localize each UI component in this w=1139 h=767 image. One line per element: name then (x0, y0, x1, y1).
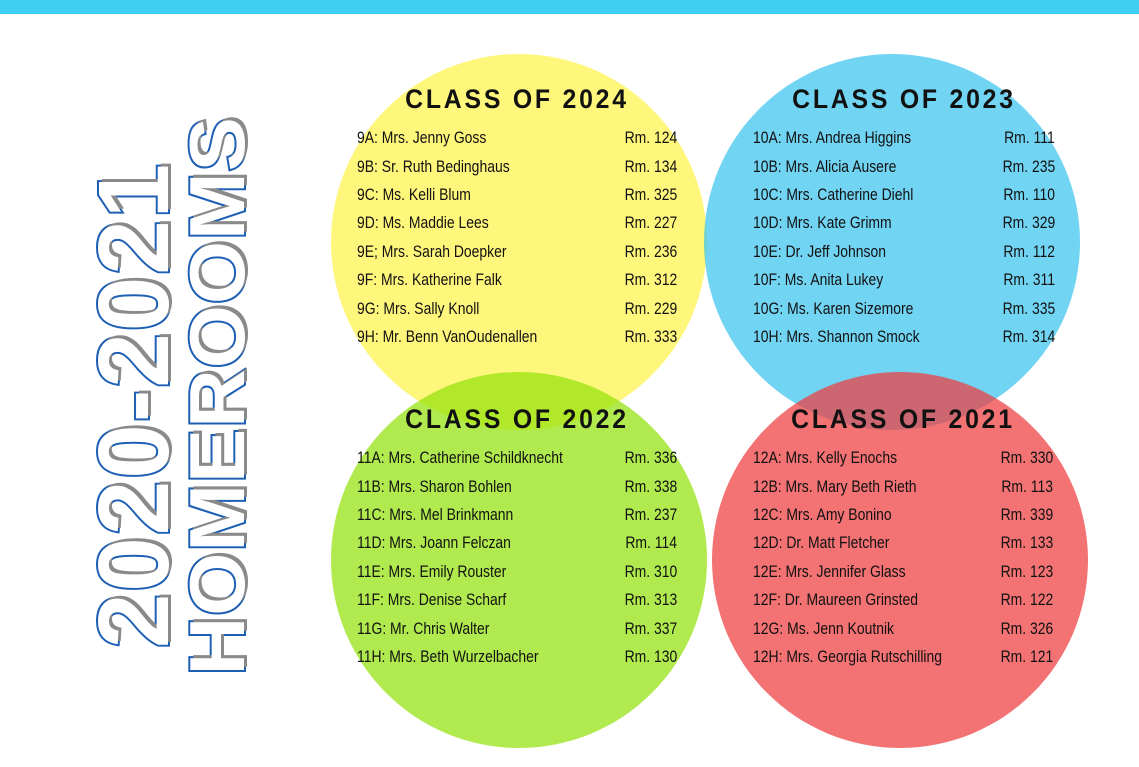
homeroom-room-number: Rm. 326 (1000, 618, 1053, 638)
title-homerooms: HOMEROOMS (173, 116, 261, 676)
homeroom-room-number: Rm. 235 (1002, 156, 1055, 176)
homeroom-room-number: Rm. 123 (1000, 561, 1053, 581)
homeroom-row (357, 614, 677, 642)
homeroom-room-number: Rm. 134 (624, 156, 677, 176)
homeroom-row (357, 323, 677, 351)
homeroom-teacher: 12B: Mrs. Mary Beth Rieth (753, 476, 917, 496)
homeroom-room-number: Rm. 325 (624, 184, 677, 204)
homeroom-row (753, 472, 1053, 500)
homeroom-room-number: Rm. 335 (1002, 298, 1055, 318)
homeroom-row (357, 152, 677, 180)
homeroom-row (357, 209, 677, 237)
homeroom-teacher: 11E: Mrs. Emily Rouster (357, 561, 507, 581)
homeroom-teacher: 12D: Dr. Matt Fletcher (753, 533, 890, 553)
homeroom-teacher: 11D: Mrs. Joann Felczan (357, 533, 511, 553)
homeroom-room-number: Rm. 336 (624, 448, 677, 468)
class-2021-section (753, 404, 1053, 671)
homeroom-room-number: Rm. 113 (1001, 476, 1053, 496)
homeroom-room-number: Rm. 337 (624, 618, 677, 638)
class-2022-section (357, 404, 677, 671)
homeroom-teacher: 12H: Mrs. Georgia Rutschilling (753, 646, 943, 666)
homeroom-teacher: 9D: Ms. Maddie Lees (357, 213, 489, 233)
homeroom-row (753, 529, 1053, 557)
homeroom-teacher: 9A: Mrs. Jenny Goss (357, 128, 487, 148)
homeroom-row (753, 501, 1053, 529)
homeroom-room-number: Rm. 112 (1003, 241, 1055, 261)
homeroom-row (753, 266, 1055, 294)
homeroom-teacher: 9G: Mrs. Sally Knoll (357, 298, 480, 318)
homeroom-room-number: Rm. 114 (625, 533, 677, 553)
homeroom-row (357, 472, 677, 500)
homeroom-row (753, 152, 1055, 180)
homeroom-row (753, 124, 1055, 152)
homeroom-teacher: 10E: Dr. Jeff Johnson (753, 241, 887, 261)
homeroom-row (357, 238, 677, 266)
homeroom-room-number: Rm. 121 (1000, 646, 1053, 666)
homeroom-room-number: Rm. 313 (624, 590, 677, 610)
homeroom-room-number: Rm. 237 (624, 504, 677, 524)
homeroom-row (753, 614, 1053, 642)
homeroom-room-number: Rm. 312 (624, 270, 677, 290)
homeroom-teacher: 10A: Mrs. Andrea Higgins (753, 128, 912, 148)
homeroom-row (357, 529, 677, 557)
class-2022-title: CLASS OF 2022 (405, 404, 629, 434)
homeroom-teacher: 11H: Mrs. Beth Wurzelbacher (357, 646, 539, 666)
homeroom-row (357, 501, 677, 529)
homeroom-room-number: Rm. 133 (1000, 533, 1053, 553)
homeroom-teacher: 12A: Mrs. Kelly Enochs (753, 448, 898, 468)
homeroom-room-number: Rm. 229 (624, 298, 677, 318)
page-title (78, 116, 261, 676)
homeroom-row (357, 266, 677, 294)
homeroom-row (357, 558, 677, 586)
homeroom-row (357, 643, 677, 671)
class-2021-list (753, 444, 1053, 671)
homeroom-teacher: 9F: Mrs. Katherine Falk (357, 270, 502, 290)
class-2024-section (357, 84, 677, 351)
homeroom-row (753, 643, 1053, 671)
homeroom-teacher: 11A: Mrs. Catherine Schildknecht (357, 448, 563, 468)
homeroom-teacher: 11B: Mrs. Sharon Bohlen (357, 476, 512, 496)
homeroom-room-number: Rm. 338 (624, 476, 677, 496)
homeroom-room-number: Rm. 227 (624, 213, 677, 233)
homeroom-room-number: Rm. 311 (1003, 270, 1055, 290)
homeroom-room-number: Rm. 130 (624, 646, 677, 666)
title-years: 2020-2021 (78, 161, 190, 649)
homeroom-teacher: 9H: Mr. Benn VanOudenallen (357, 326, 538, 346)
homeroom-room-number: Rm. 122 (1000, 590, 1053, 610)
homeroom-teacher: 9B: Sr. Ruth Bedinghaus (357, 156, 510, 176)
homeroom-row (753, 323, 1055, 351)
homeroom-row (357, 294, 677, 322)
homeroom-row (753, 444, 1053, 472)
top-banner-bar (0, 0, 1139, 14)
homeroom-teacher: 9E; Mrs. Sarah Doepker (357, 241, 507, 261)
homeroom-teacher: 12E: Mrs. Jennifer Glass (753, 561, 906, 581)
homeroom-teacher: 10B: Mrs. Alicia Ausere (753, 156, 897, 176)
class-2021-title: CLASS OF 2021 (791, 404, 1015, 434)
homeroom-room-number: Rm. 329 (1002, 213, 1055, 233)
homeroom-row (753, 294, 1055, 322)
homeroom-room-number: Rm. 330 (1000, 448, 1053, 468)
homeroom-room-number: Rm. 111 (1004, 128, 1055, 148)
homeroom-row (753, 558, 1053, 586)
homeroom-teacher: 11G: Mr. Chris Walter (357, 618, 490, 638)
homeroom-row (753, 238, 1055, 266)
homeroom-room-number: Rm. 314 (1002, 326, 1055, 346)
homeroom-room-number: Rm. 124 (624, 128, 677, 148)
class-2023-title: CLASS OF 2023 (792, 84, 1016, 114)
homeroom-room-number: Rm. 339 (1000, 504, 1053, 524)
homeroom-teacher: 12F: Dr. Maureen Grinsted (753, 590, 919, 610)
homeroom-teacher: 12G: Ms. Jenn Koutnik (753, 618, 895, 638)
homeroom-room-number: Rm. 236 (624, 241, 677, 261)
homeroom-teacher: 11F: Mrs. Denise Scharf (357, 590, 507, 610)
homeroom-teacher: 10H: Mrs. Shannon Smock (753, 326, 920, 346)
homeroom-teacher: 10F: Ms. Anita Lukey (753, 270, 884, 290)
homeroom-teacher: 10C: Mrs. Catherine Diehl (753, 184, 914, 204)
homeroom-row (753, 586, 1053, 614)
homeroom-teacher: 11C: Mrs. Mel Brinkmann (357, 504, 514, 524)
homeroom-row (357, 181, 677, 209)
class-2023-section (753, 84, 1055, 351)
homeroom-row (753, 181, 1055, 209)
homeroom-room-number: Rm. 110 (1003, 184, 1055, 204)
homeroom-room-number: Rm. 333 (624, 326, 677, 346)
homeroom-row (753, 209, 1055, 237)
homeroom-row (357, 124, 677, 152)
homeroom-teacher: 10D: Mrs. Kate Grimm (753, 213, 892, 233)
homeroom-teacher: 10G: Ms. Karen Sizemore (753, 298, 914, 318)
homeroom-row (357, 444, 677, 472)
class-2024-title: CLASS OF 2024 (405, 84, 629, 114)
class-2022-list (357, 444, 677, 671)
class-2023-list (753, 124, 1055, 351)
homeroom-teacher: 9C: Ms. Kelli Blum (357, 184, 471, 204)
homeroom-teacher: 12C: Mrs. Amy Bonino (753, 504, 892, 524)
homeroom-room-number: Rm. 310 (624, 561, 677, 581)
homeroom-row (357, 586, 677, 614)
class-2024-list (357, 124, 677, 351)
